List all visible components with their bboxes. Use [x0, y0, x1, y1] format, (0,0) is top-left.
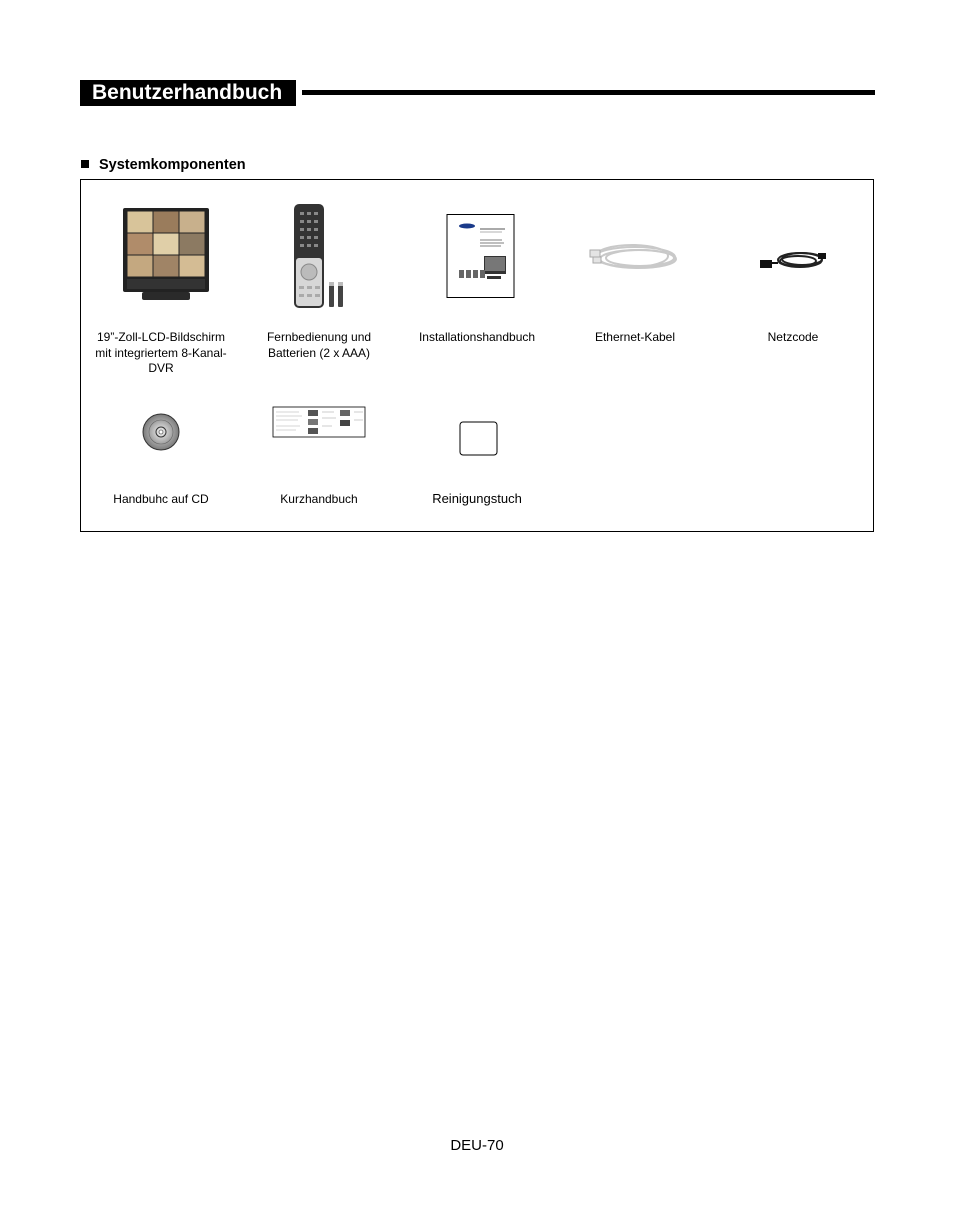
component-label: Ethernet-Kabel [594, 330, 676, 344]
square-bullet-icon [81, 160, 89, 168]
component-label: Fernbedienung und Batterien (2 x AAA) [266, 330, 372, 360]
quick-guide-icon [244, 406, 394, 440]
component-label: Installationshandbuch [418, 330, 536, 344]
section-heading-text: Systemkomponenten [99, 157, 246, 173]
component-label: Reinigungstuch [432, 491, 522, 506]
page-title: Benutzerhandbuch [80, 80, 296, 106]
title-bar [80, 80, 875, 106]
cleaning-cloth-icon [402, 421, 552, 457]
power-cord-icon [718, 245, 868, 275]
title-rule [302, 90, 875, 95]
components-frame [80, 179, 874, 532]
component-label: 19”-Zoll-LCD-Bildschirm mit integriertem 8-Kanal- DVR [95, 330, 227, 375]
lcd-monitor-icon [86, 208, 236, 303]
component-label: Handbuhc auf CD [113, 492, 209, 506]
section-heading [81, 157, 246, 173]
component-label: Kurzhandbuch [280, 492, 358, 506]
component-label: Netzcode [767, 330, 819, 344]
page-number: DEU-70 [450, 1137, 504, 1154]
manual-booklet-icon [402, 214, 552, 298]
remote-control-icon [244, 202, 394, 310]
ethernet-cable-icon [560, 235, 710, 280]
cd-icon [86, 412, 236, 452]
